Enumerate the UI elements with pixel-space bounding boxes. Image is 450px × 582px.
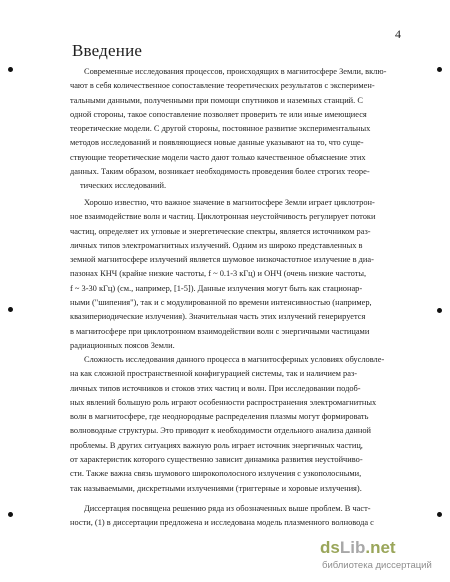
dslib-watermark [320,538,442,576]
scan-speck-right-top [437,67,442,72]
text-line: ных явлений большую роль играют особенности распространения электромагнитных [70,397,377,407]
text-line: квазипериодические излучения). Значительная часть этих излучений генерируется [70,312,366,322]
text-line: так называемыми, дискретными излучениями (триггерные и хоровые излучения). [70,483,362,493]
text-line: теоретические модели. С другой стороны, постоянное развитие экспериментальных [70,124,371,134]
text-line: ности, (1) в диссертации предложена и исследована модель плазменного волновода с [70,518,374,528]
text-line: личных типов источников и стоков этих частиц и волн. При исследовании подоб- [70,383,361,393]
text-line: земной магнитосфере излучений является шумовое низкочастотное излучение в диа- [70,255,374,265]
text-line: радиационных поясов Земли. [70,340,175,350]
text-line: ствующие теоретические модели часто дают только качественное объяснение этих [70,152,366,162]
section-heading: Введение [72,41,143,60]
scan-speck-right-middle [437,308,442,313]
scan-speck-left-middle [8,307,13,312]
text-line: от характеристик которого существенно зависит динамика развития неустойчиво- [70,455,363,465]
text-line: чают в себя количественное сопоставление теоретических результатов с эксперимен- [70,81,375,91]
text-line: Современные исследования процессов, происходящих в магнитосфере Земли, вклю- [84,67,387,76]
page-number: 4 [395,27,401,41]
text-line: частиц, определяет их угловые и энергетические спектры, является источником раз- [70,226,371,236]
scan-speck-left-top [8,67,13,72]
text-line: Сложность исследования данного процесса в магнитосферных условиях обусловле- [84,355,385,364]
text-line: f ~ 3-30 кГц) (см., например, [1-5]). Данные излучения могут быть как стационар- [70,283,363,293]
text-line: ное взаимодействие волн и частиц. Циклотронная неустойчивость регулирует потоки [70,212,376,222]
text-line: в магнитосфере при циклотронном взаимодействии волн с энергичными частицами [70,326,370,336]
watermark-subtitle: библиотека диссертаций [322,560,432,571]
text-line: проблемы. В других ситуациях важную роль играет источник энергичных частиц, [70,440,363,450]
text-line: на как сложной пространственной конфигурацией системы, так и наличием раз- [70,369,358,379]
paragraph-4 [70,502,408,531]
text-line: личных типов электромагнитных излучений. Одним из широко представленных в [70,240,363,250]
scan-speck-right-bottom [437,512,442,517]
text-line: тических исследований. [80,181,167,191]
text-line: пазонах КНЧ (крайне низкие частоты, f ~ 0.1-3 кГц) и ОНЧ (очень низкие частоты, [70,269,367,279]
paragraph-1 [70,65,408,194]
text-line: волн в магнитосфере, где неоднородные распределения плазмы могут формировать [70,412,369,422]
text-line: Хорошо известно, что важное значение в магнитосфере Земли играет циклотрон- [84,198,375,207]
text-line: ными ("шипения"), так и с модулированной по времени интенсивностью (например, [70,298,372,308]
text-line: методов исследований и появляющиеся новые данные указывают на то, что суще- [70,138,364,148]
dslib-logo: dsLib.net [320,538,396,557]
text-line: тальными данными, полученными при помощи спутников и наземных станций. С [70,95,363,105]
text-line: волноводные структуры. Это приводит к необходимости отдельного анализа данной [70,426,371,436]
paragraph-3 [70,353,408,496]
text-line: данных. Таким образом, возникает необходимость проведения более строгих теоре- [70,167,370,177]
scan-speck-left-bottom [8,512,13,517]
text-line: Диссертация посвящена решению ряда из обозначенных выше проблем. В част- [84,504,371,513]
text-line: одной стороны, такое сопоставление позволяет проверить те или иные имеющиеся [70,109,367,119]
text-line: сти. Также важна связь шумового широкополосного излучения с узкополосными, [70,469,362,479]
paragraph-2 [70,196,408,353]
